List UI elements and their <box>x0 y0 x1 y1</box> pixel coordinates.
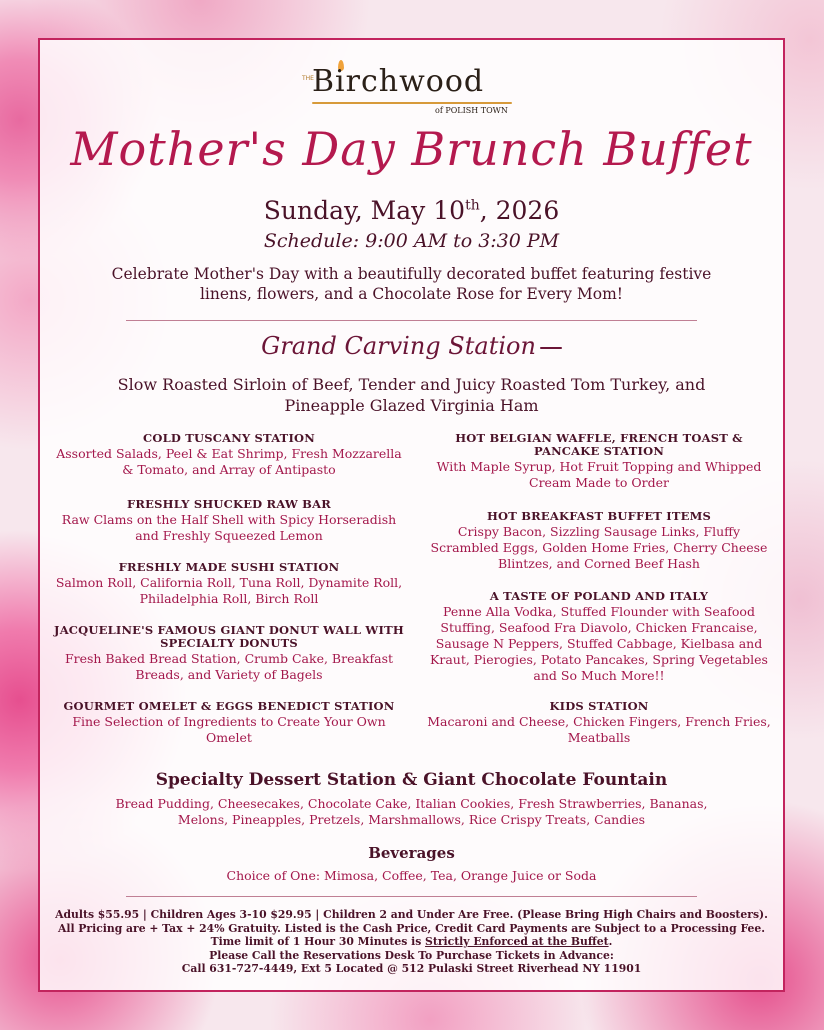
schedule: Schedule: 9:00 AM to 3:30 PM <box>263 230 560 252</box>
divider <box>126 320 697 321</box>
section-donut-wall <box>54 624 404 683</box>
logo-name: Birchwood <box>312 64 485 99</box>
section-heading: COLD TUSCANY STATION <box>143 431 315 445</box>
section-body: Raw Clams on the Half Shell with Spicy Horseradish and Freshly Squeezed Lemon <box>61 512 397 543</box>
beverages-body: Choice of One: Mimosa, Coffee, Tea, Orange Juice or Soda <box>226 868 597 883</box>
footer-line-reservations: Please Call the Reservations Desk To Purchase Tickets in Advance: <box>209 948 614 962</box>
section-body: Fine Selection of Ingredients to Create Your Own Omelet <box>72 714 386 745</box>
date-suffix: th <box>465 197 480 214</box>
logo-underline <box>312 102 512 104</box>
section-body: Fresh Baked Bread Station, Crumb Cake, Breakfast Breads, and Variety of Bagels <box>64 651 394 682</box>
section-body: With Maple Syrup, Hot Fruit Topping and Whipped Cream Made to Order <box>436 459 762 490</box>
section-heading: FRESHLY MADE SUSHI STATION <box>118 560 340 574</box>
date-year: , 2026 <box>479 196 560 225</box>
section-raw-bar <box>54 498 404 544</box>
intro-text: Celebrate Mother's Day with a beautifully decorated buffet featuring festive linens, flowers, and a Chocolate Rose for Every Mom! <box>111 265 712 303</box>
section-heading: JACQUELINE'S FAMOUS GIANT DONUT WALL WITH SPECIALTY DONUTS <box>54 623 404 650</box>
section-poland-italy <box>424 590 774 684</box>
section-heading: KIDS STATION <box>549 699 649 713</box>
strictly-enforced-text: Strictly Enforced at the Buffet <box>425 935 609 949</box>
section-body: Crispy Bacon, Sizzling Sausage Links, Fluffy Scrambled Eggs, Golden Home Fries, Cherry Cheese Blintzes, and Corned Beef Hash <box>430 524 768 571</box>
section-body: Macaroni and Cheese, Chicken Fingers, French Fries, Meatballs <box>427 714 771 745</box>
flyer-frame <box>38 38 785 992</box>
event-date <box>40 196 783 225</box>
section-heading: HOT BREAKFAST BUFFET ITEMS <box>486 509 712 523</box>
footer-line-time-limit <box>50 935 773 949</box>
carving-description: Slow Roasted Sirloin of Beef, Tender and Juicy Roasted Tom Turkey, and Pineapple Glazed Virginia Ham <box>117 375 706 415</box>
footer-line-contact: Call 631-727-4449, Ext 5 Located @ 512 Pulaski Street Riverhead NY 11901 <box>181 962 642 976</box>
section-waffle <box>424 432 774 491</box>
section-sushi <box>54 561 404 607</box>
carving-title-text: Grand Carving Station <box>261 332 536 360</box>
date-prefix: Sunday, May 10 <box>263 196 466 225</box>
section-hot-breakfast <box>424 510 774 572</box>
section-heading: GOURMET OMELET & EGGS BENEDICT STATION <box>63 699 395 713</box>
birchwood-logo <box>40 62 783 115</box>
logo-the: THE <box>302 75 314 82</box>
section-heading: HOT BELGIAN WAFFLE, FRENCH TOAST & PANCAKE STATION <box>455 431 743 458</box>
beverages-heading: Beverages <box>368 844 455 862</box>
page-title: Mother's Day Brunch Buffet <box>70 122 753 176</box>
footer-line-tax: All Pricing are + Tax + 24% Gratuity. Listed is the Cash Price, Credit Card Payments are Subject to a Processing Fee. <box>57 921 766 935</box>
divider <box>126 896 697 897</box>
section-heading: FRESHLY SHUCKED RAW BAR <box>127 497 331 511</box>
time-limit-text: Time limit of 1 Hour 30 Minutes is <box>210 935 426 949</box>
section-kids <box>424 700 774 746</box>
pricing-footer <box>50 908 773 976</box>
time-limit-period: . <box>608 935 613 949</box>
section-omelet <box>54 700 404 746</box>
dessert-body: Bread Pudding, Cheesecakes, Chocolate Cake, Italian Cookies, Fresh Strawberries, Bananas, Melons, Pineapples, Pretzels, Marshmallows, Rice Crispy Treats, Candies <box>115 796 708 827</box>
section-body: Assorted Salads, Peel & Eat Shrimp, Fresh Mozzarella & Tomato, and Array of Antipasto <box>56 446 402 477</box>
section-heading: A TASTE OF POLAND AND ITALY <box>489 589 709 603</box>
carving-title <box>40 332 783 360</box>
section-body: Salmon Roll, California Roll, Tuna Roll, Dynamite Roll, Philadelphia Roll, Birch Roll <box>55 575 403 606</box>
footer-line-pricing: Adults $55.95 | Children Ages 3-10 $29.95 | Children 2 and Under Are Free. (Please Bring High Chairs and Boosters). <box>55 908 768 921</box>
section-cold-tuscany <box>54 432 404 478</box>
dessert-heading: Specialty Dessert Station & Giant Chocolate Fountain <box>155 770 668 790</box>
logo-sub: of POLISH TOWN <box>435 106 508 115</box>
swash-decoration <box>540 347 562 349</box>
section-body: Penne Alla Vodka, Stuffed Flounder with Seafood Stuffing, Seafood Fra Diavolo, Chicken Francaise, Sausage N Peppers, Stuffed Cabbage, Kielbasa and Kraut, Pierogies, Potato Pancakes, Spring Vegetables and So Much More!! <box>430 604 768 683</box>
